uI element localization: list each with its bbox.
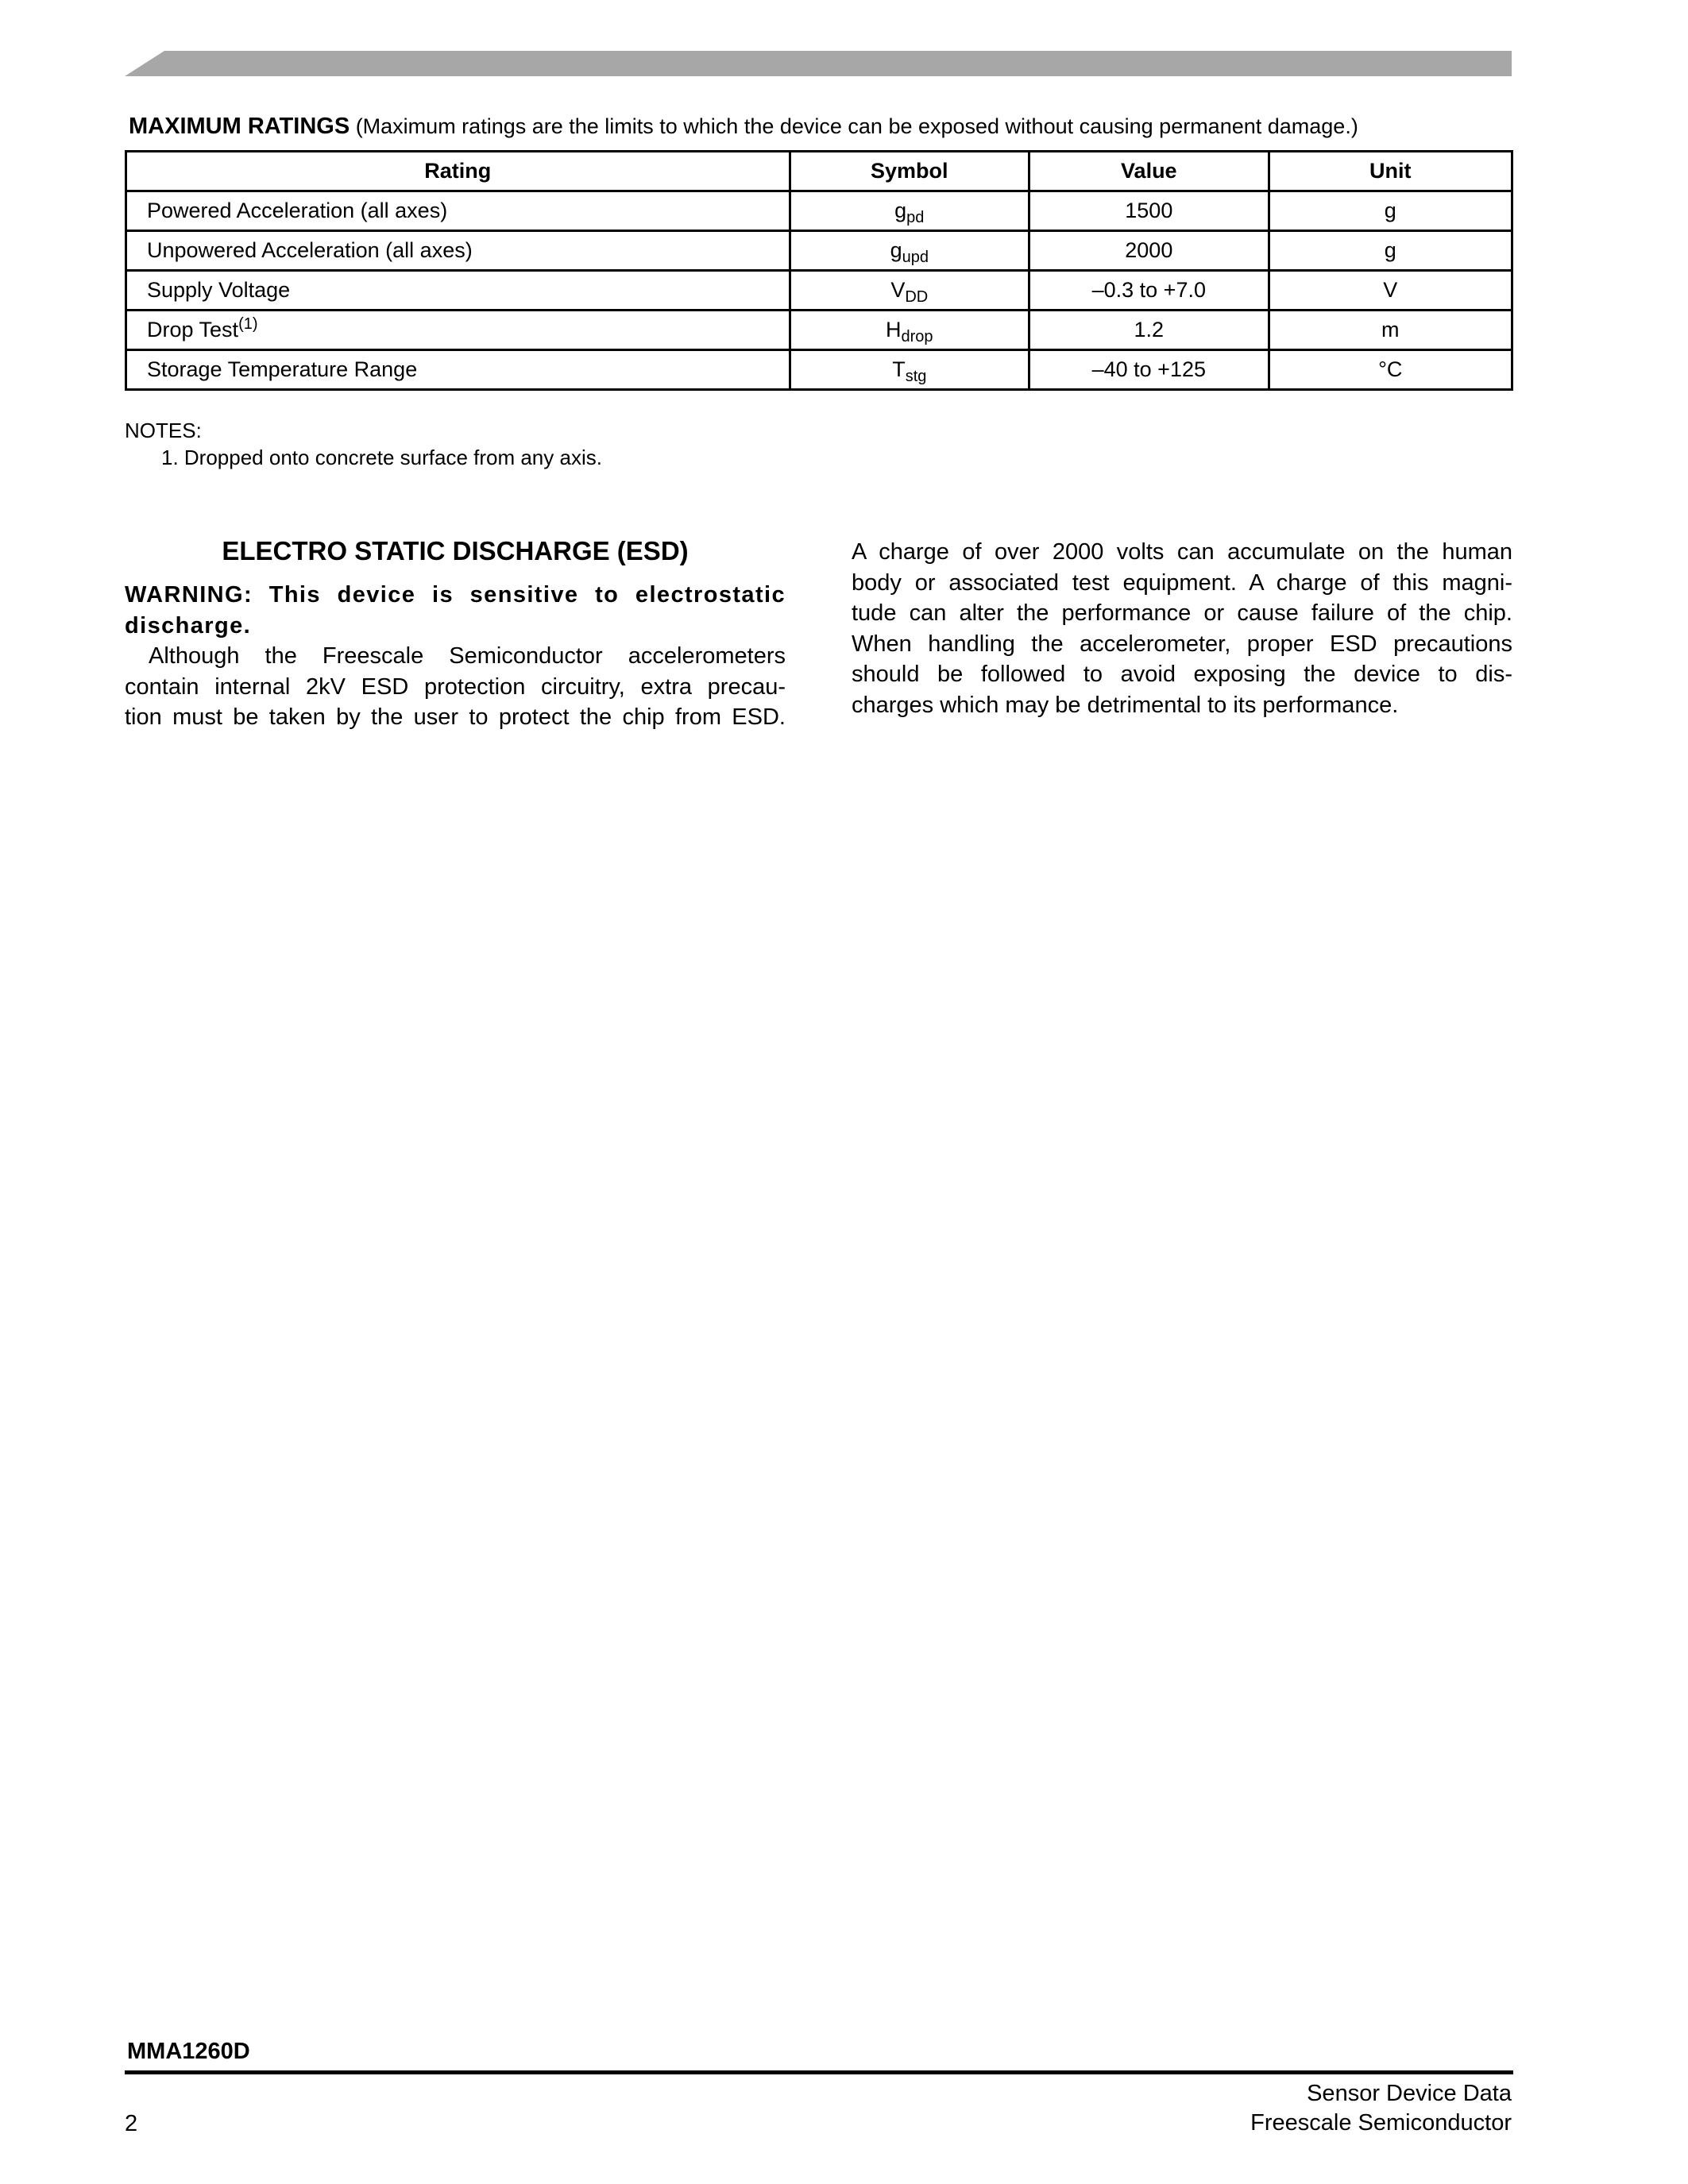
- symbol-cell: $g_{upd}$: [790, 231, 1029, 271]
- value-cell: 2000: [1029, 231, 1269, 271]
- rating-cell: Unpowered Acceleration (all axes): [126, 231, 790, 271]
- unit-cell: V: [1269, 271, 1512, 311]
- symbol-cell: $T_{stg}$: [790, 350, 1029, 390]
- esd-right-column: [852, 537, 1512, 720]
- esd-section-title: ELECTRO STATIC DISCHARGE (ESD): [222, 536, 689, 565]
- value-cell: 1.2: [1029, 311, 1269, 350]
- unit-cell: m: [1269, 311, 1512, 350]
- col-header-unit: Unit: [1269, 152, 1512, 191]
- footer-company: Freescale Semiconductor: [1250, 2110, 1512, 2136]
- symbol-cell: $H_{drop}$: [790, 311, 1029, 350]
- max-ratings-heading: [129, 113, 1519, 140]
- footer-rule: [125, 2070, 1513, 2074]
- max-ratings-title: MAXIMUM RATINGS: [129, 114, 350, 139]
- table-header-row: [126, 152, 1512, 191]
- esd-right-paragraph: A charge of over 2000 volts can accumulate on the human body or associated test equipment. A charge of this magni- tude can alter the performance or cause failure of the chip. When handling the accelerometer, proper ESD precautions should be followed to avoid exposing the device to dis- charges which may be detrimental to its performance.: [852, 539, 1512, 718]
- footer-product-name: MMA1260D: [127, 2039, 250, 2064]
- unit-cell: g: [1269, 231, 1512, 271]
- rating-cell: Storage Temperature Range: [126, 350, 790, 390]
- value-cell: 1500: [1029, 191, 1269, 231]
- note-item: 1. Dropped onto concrete surface from any axis.: [161, 446, 602, 469]
- footer-publisher: [1250, 2079, 1512, 2138]
- footnote-ref: (1): [238, 315, 258, 333]
- rating-cell: Drop Test$^{(1)}$: [126, 311, 790, 350]
- table-row: [126, 191, 1512, 231]
- col-header-value: Value: [1029, 152, 1269, 191]
- max-ratings-subtitle: (Maximum ratings are the limits to which the device can be exposed without causing permanent damage.): [355, 114, 1358, 138]
- table-row: [126, 311, 1512, 350]
- col-header-rating: Rating: [126, 152, 790, 191]
- notes-label: NOTES:: [125, 419, 202, 442]
- col-header-symbol: Symbol: [790, 152, 1029, 191]
- unit-cell: °C: [1269, 350, 1512, 390]
- symbol-cell: $g_{pd}$: [790, 191, 1029, 231]
- header-bar: [125, 51, 1512, 76]
- table-row: [126, 231, 1512, 271]
- table-row: [126, 271, 1512, 311]
- header-bar-shape: [125, 51, 1512, 76]
- esd-left-column: [125, 534, 786, 733]
- max-ratings-table: [125, 150, 1513, 391]
- value-cell: –40 to +125: [1029, 350, 1269, 390]
- footer-page-number: 2: [125, 2111, 138, 2136]
- rating-cell: Powered Acceleration (all axes): [126, 191, 790, 231]
- esd-left-paragraph: Although the Freescale Semiconductor accelerometers contain internal 2kV ESD protection circuitry, extra precau- tion must be taken by the user to protect the chip from ESD.: [125, 643, 786, 730]
- rating-cell: Supply Voltage: [126, 271, 790, 311]
- table-row: [126, 350, 1512, 390]
- value-cell: –0.3 to +7.0: [1029, 271, 1269, 311]
- esd-warning: WARNING: This device is sensitive to electrostatic discharge.: [125, 582, 786, 639]
- footer-doc-type: Sensor Device Data: [1307, 2081, 1512, 2106]
- symbol-cell: $V_{DD}$: [790, 271, 1029, 311]
- unit-cell: g: [1269, 191, 1512, 231]
